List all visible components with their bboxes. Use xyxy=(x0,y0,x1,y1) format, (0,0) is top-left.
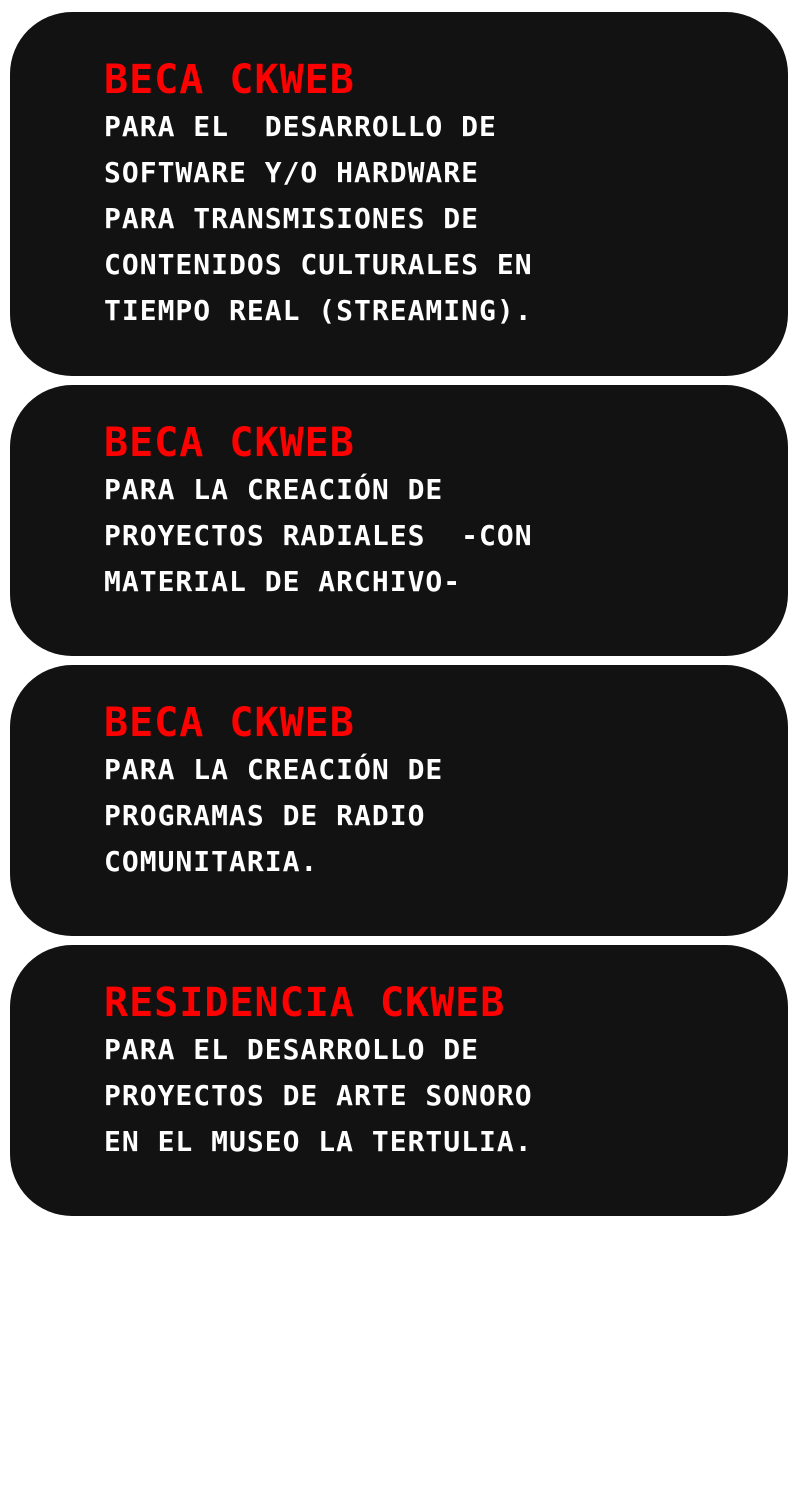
card-description-line: PARA LA CREACIÓN DE xyxy=(104,473,444,506)
card-description xyxy=(104,747,758,885)
card-description-line: TIEMPO REAL (STREAMING). xyxy=(104,294,533,327)
card-description-line: CONTENIDOS CULTURALES EN xyxy=(104,248,533,281)
program-card-radio-projects[interactable] xyxy=(10,385,788,656)
card-description xyxy=(104,467,758,605)
card-description xyxy=(104,104,758,334)
card-title: BECA CKWEB xyxy=(104,420,355,466)
card-description-line: PARA EL DESARROLLO DE xyxy=(104,1033,480,1066)
card-description xyxy=(104,1027,758,1165)
card-title: RESIDENCIA CKWEB xyxy=(104,980,506,1026)
card-description-line: MATERIAL DE ARCHIVO- xyxy=(104,565,462,598)
card-description-line: PARA TRANSMISIONES DE xyxy=(104,202,480,235)
card-description-line: PROGRAMAS DE RADIO xyxy=(104,799,426,832)
card-description-line: PARA EL DESARROLLO DE xyxy=(104,110,497,143)
card-description-line: EN EL MUSEO LA TERTULIA. xyxy=(104,1125,533,1158)
program-card-streaming[interactable] xyxy=(10,12,788,376)
program-card-residency[interactable] xyxy=(10,945,788,1216)
card-title: BECA CKWEB xyxy=(104,700,355,746)
card-description-line: PROYECTOS RADIALES -CON xyxy=(104,519,533,552)
card-description-line: SOFTWARE Y/O HARDWARE xyxy=(104,156,480,189)
card-description-line: COMUNITARIA. xyxy=(104,845,319,878)
card-title: BECA CKWEB xyxy=(104,57,355,103)
card-description-line: PROYECTOS DE ARTE SONORO xyxy=(104,1079,533,1112)
card-description-line: PARA LA CREACIÓN DE xyxy=(104,753,444,786)
program-card-community-radio[interactable] xyxy=(10,665,788,936)
